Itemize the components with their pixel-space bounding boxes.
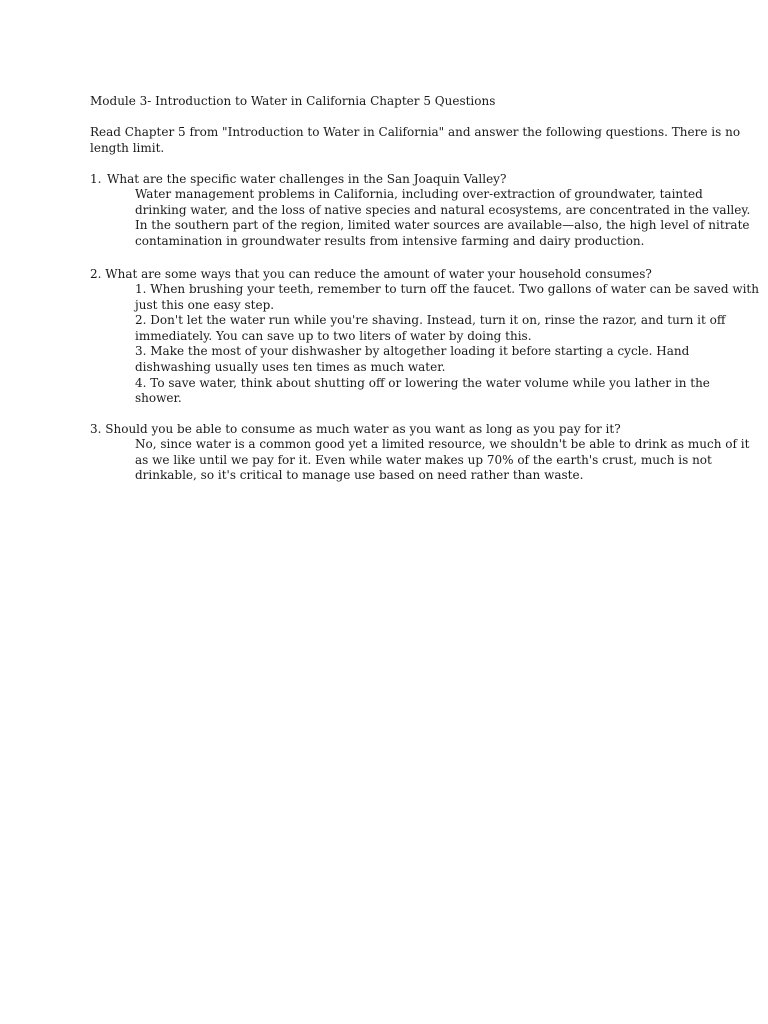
answer-line: No, since water is a common good yet a limited resource, we shouldn't be able to drink as much of it — [135, 437, 750, 451]
question-2 — [90, 267, 652, 283]
question-3 — [90, 422, 621, 438]
answer-line: just this one easy step. — [135, 297, 275, 312]
intro-line: length limit. — [90, 140, 165, 155]
question-3-text: 3. Should you be able to consume as much water as you want as long as you pay for it? — [90, 422, 621, 436]
answer-line: drinkable, so it's critical to manage use based on need rather than waste. — [135, 468, 584, 483]
question-2-text: 2. What are some ways that you can reduce the amount of water your household consumes? — [90, 267, 652, 281]
answer-line: as we like until we pay for it. Even while water makes up 70% of the earth's crust, much is not — [135, 452, 712, 467]
intro-line: Read Chapter 5 from "Introduction to Water in California" and answer the following questions. There is no — [90, 125, 741, 139]
intro-paragraph — [90, 125, 740, 156]
answer-line: 3. Make the most of your dishwasher by altogether loading it before starting a cycle. Hand — [135, 344, 690, 359]
question-1 — [90, 172, 506, 188]
question-1-number: 1. — [90, 172, 102, 186]
answer-line: 2. Don't let the water run while you're shaving. Instead, turn it on, rinse the razor, and turn it off — [135, 313, 726, 328]
answer-line: immediately. You can save up to two liters of water by doing this. — [135, 328, 532, 343]
answer-line: Water management problems in California, including over-extraction of groundwater, tainted — [135, 187, 703, 201]
question-1-text: What are the specific water challenges in the San Joaquin Valley? — [107, 172, 507, 186]
answer-line: dishwashing usually uses ten times as much water. — [135, 359, 446, 374]
document-title — [90, 94, 495, 110]
answer-line: shower. — [135, 391, 182, 406]
answer-1 — [135, 187, 750, 249]
answer-2 — [135, 282, 759, 407]
answer-3 — [135, 437, 749, 484]
title-text: Module 3- Introduction to Water in California Chapter 5 Questions — [90, 94, 496, 108]
answer-line: 4. To save water, think about shutting off or lowering the water volume while you lather in the — [135, 375, 710, 390]
answer-line: In the southern part of the region, limited water sources are available—also, the high level of nitrate — [135, 218, 750, 233]
answer-line: contamination in groundwater results from intensive farming and dairy production. — [135, 233, 645, 248]
answer-line: drinking water, and the loss of native species and natural ecosystems, are concentrated in the valley. — [135, 202, 751, 217]
answer-line: 1. When brushing your teeth, remember to turn off the faucet. Two gallons of water can be saved with — [135, 282, 759, 296]
